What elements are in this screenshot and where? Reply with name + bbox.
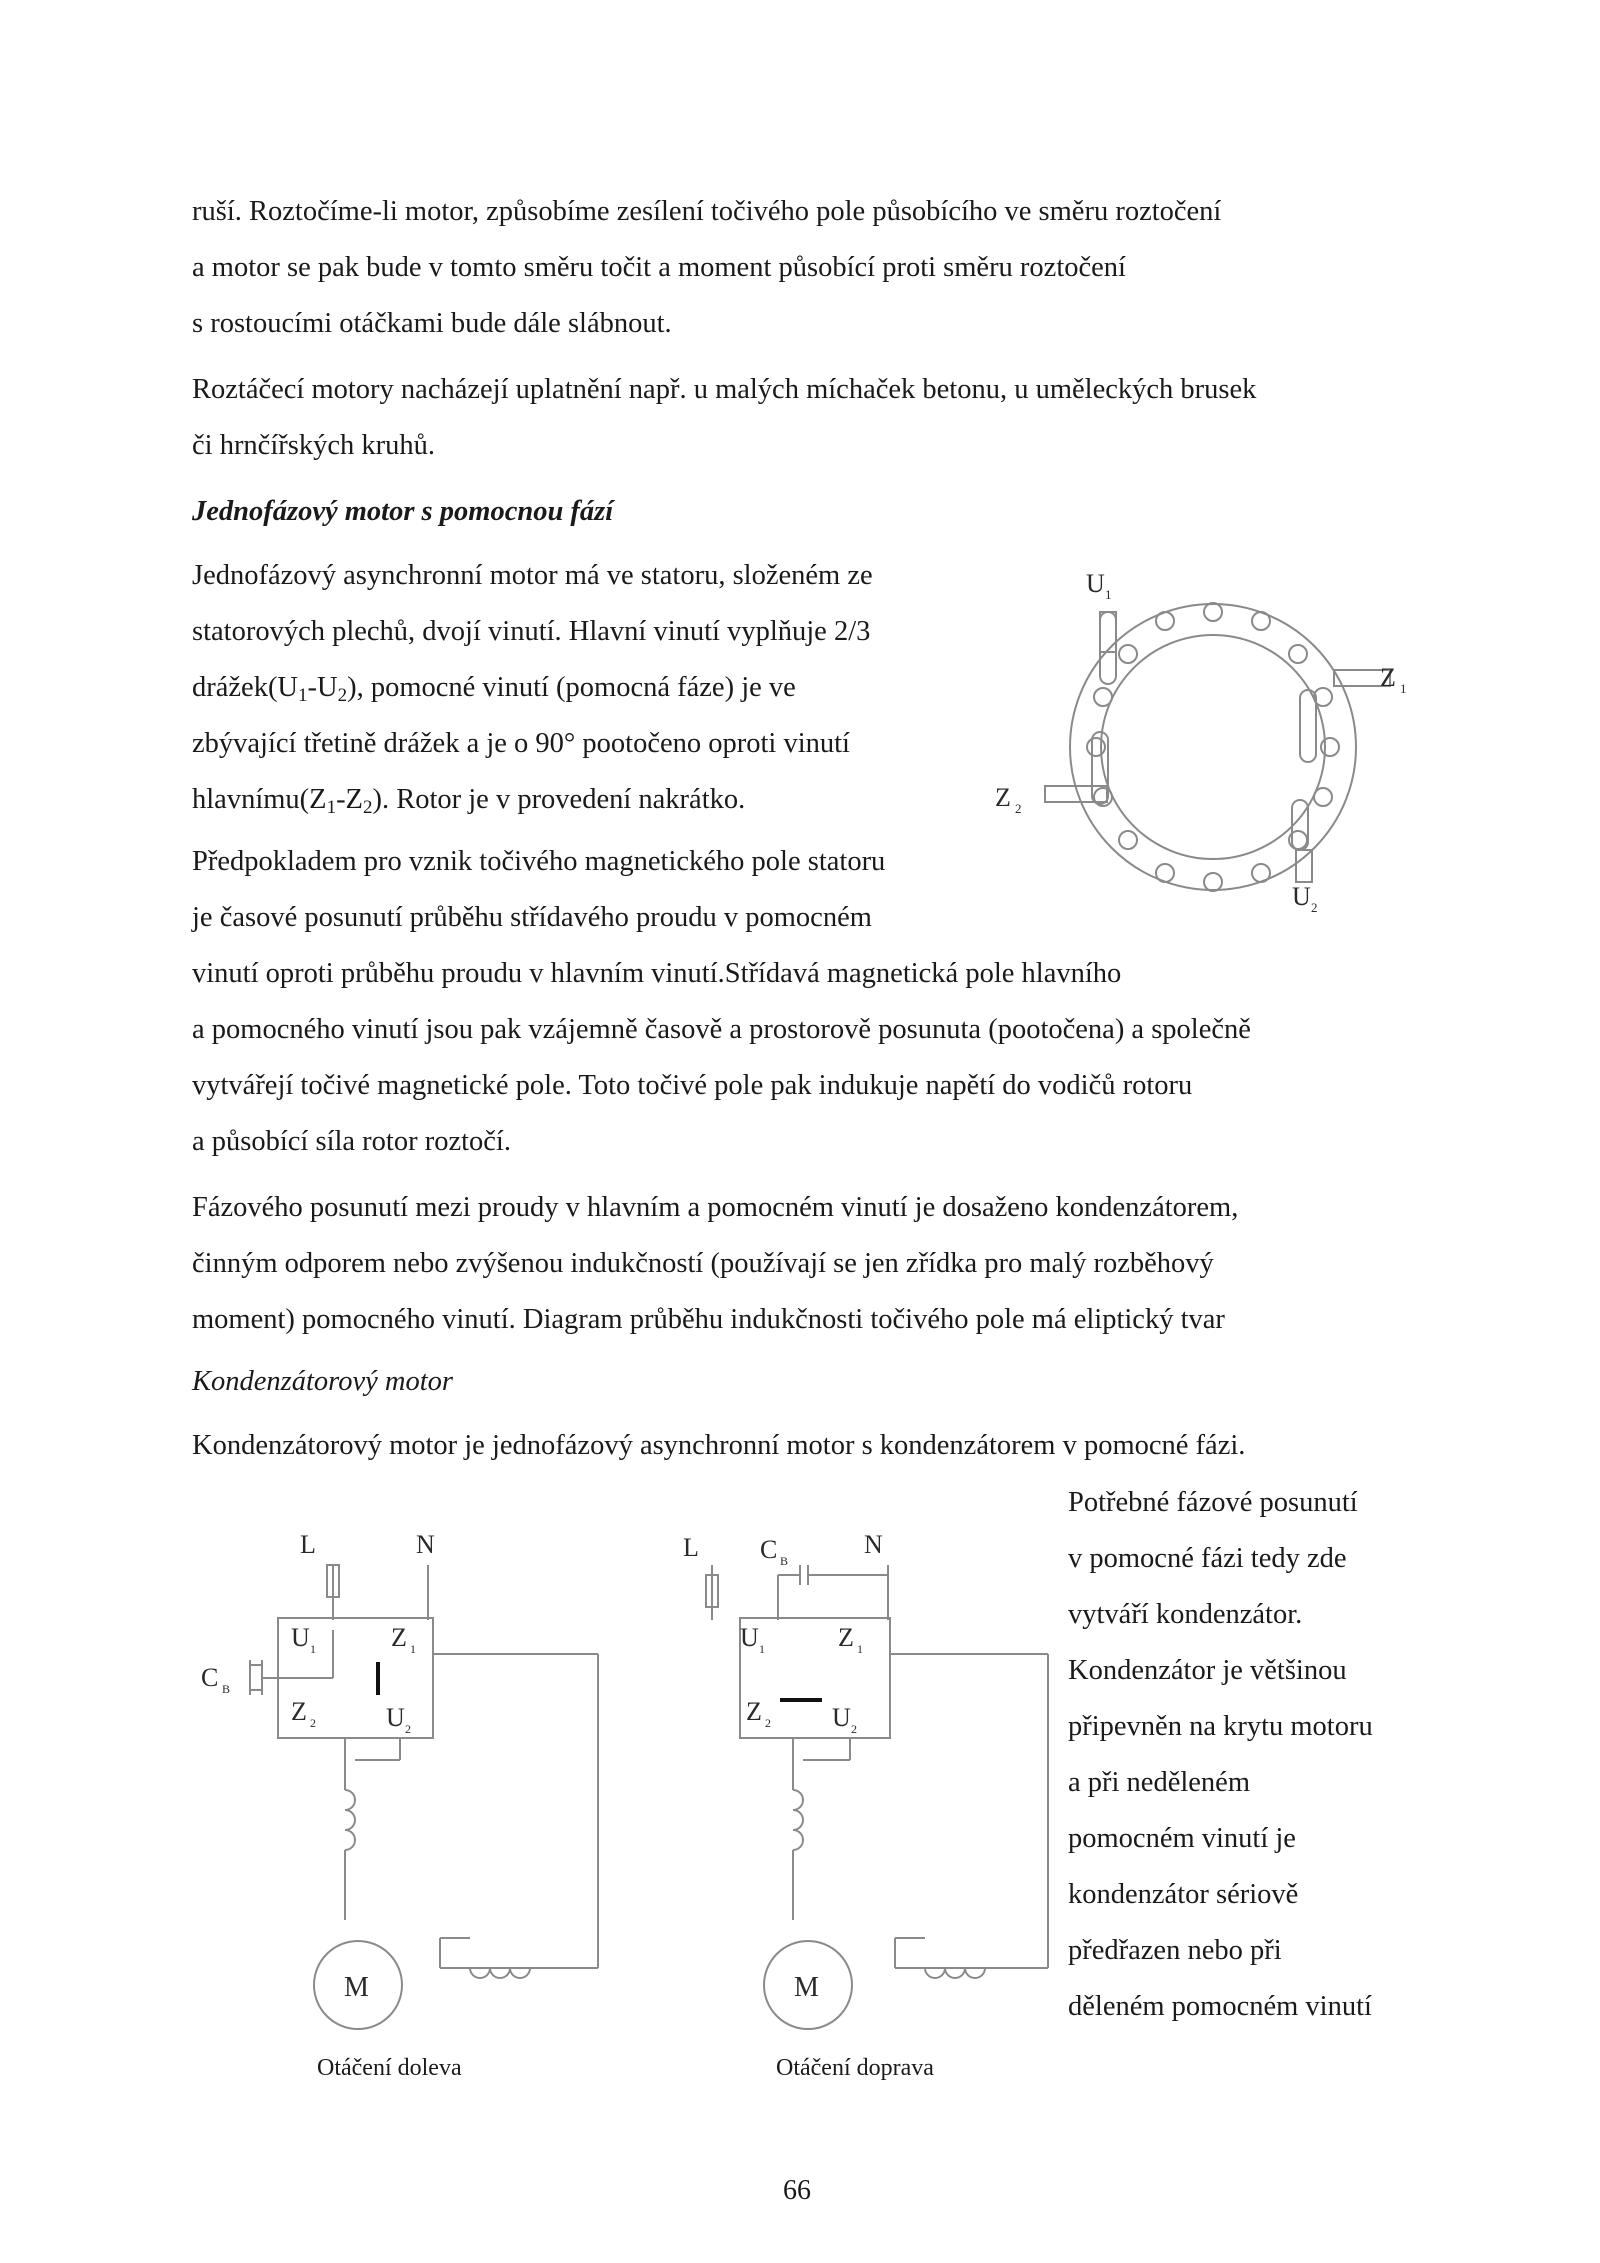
text-run: hlavnímu(Z [192,784,327,815]
label-u-sub: 2 [1311,900,1318,915]
text-run: drážek(U [192,672,299,703]
paragraph2-line2: či hrnčířských kruhů. [192,430,435,461]
side-text-line8: kondenzátor sériově [1068,1879,1299,1910]
label-c-sub: B [222,1682,231,1696]
paragraph5-line3: moment) pomocného vinutí. Diagram průběhu indukčnosti točivého pole má eliptický tvar [192,1304,1225,1335]
label-z: Z [391,1623,407,1652]
label-z-sub: 1 [857,1642,863,1656]
caption-rotation-left: Otáčení doleva [317,2055,462,2081]
label-c-sub: B [780,1554,789,1568]
label-z-sub: 2 [1015,801,1022,816]
label-motor: M [794,1972,819,2003]
label-z: Z [838,1623,854,1652]
label-u-sub: 2 [851,1722,857,1736]
side-text-line1: Potřebné fázové posunutí [1068,1487,1358,1518]
paragraph4-line1: Předpokladem pro vznik točivého magnetického pole statoru [192,846,886,877]
paragraph4-line2: je časové posunutí průběhu střídavého proudu v pomocném [192,902,872,933]
label-u: U [832,1703,851,1732]
label-l: L [683,1533,699,1562]
label-u: U [386,1703,405,1732]
heading-capacitor-motor: Kondenzátorový motor [192,1366,453,1397]
label-u: U [1086,569,1105,598]
paragraph5-line1: Fázového posunutí mezi proudy v hlavním a pomocném vinutí je dosaženo kondenzátorem, [192,1192,1239,1223]
paragraph3-line4: zbývající třetině drážek a je o 90° pootočeno oproti vinutí [192,728,850,759]
label-l: L [300,1530,316,1559]
label-u: U [291,1623,310,1652]
text-run: ), pomocné vinutí (pomocná fáze) je ve [347,672,796,703]
label-z: Z [995,783,1011,812]
label-z: Z [746,1697,762,1726]
label-c: C [201,1663,219,1692]
paragraph4-line5: vytvářejí točivé magnetické pole. Toto točivé pole pak indukuje napětí do vodičů rotoru [192,1070,1193,1101]
paragraph6: Kondenzátorový motor je jednofázový asynchronní motor s kondenzátorem v pomocné fázi. [192,1430,1246,1461]
subscript: 1 [298,685,308,706]
paragraph2-line1: Roztáčecí motory nacházejí uplatnění např. u malých míchaček betonu, u uměleckých brusek [192,374,1257,405]
label-z-sub: 2 [310,1716,316,1730]
caption-rotation-right: Otáčení doprava [776,2055,934,2081]
label-z-sub: 2 [765,1716,771,1730]
text-run: ). Rotor je v provedení nakrátko. [372,784,746,815]
heading-single-phase-motor: Jednofázový motor s pomocnou fází [192,496,614,527]
label-u: U [740,1623,759,1652]
side-text-line10: děleném pomocném vinutí [1068,1991,1372,2022]
label-n: N [864,1530,883,1559]
paragraph1-line1: ruší. Roztočíme-li motor, způsobíme zesílení točivého pole působícího ve směru roztočení [192,196,1222,227]
paragraph4-line6: a působící síla rotor roztočí. [192,1126,511,1157]
subscript: 2 [337,685,348,706]
page-number: 66 [783,2175,811,2206]
text-run: -Z [336,784,363,815]
text-run: -U [307,672,338,703]
label-z-sub: 1 [1400,681,1407,696]
label-u-sub: 1 [1105,587,1112,602]
subscript: 1 [326,797,337,818]
subscript: 2 [362,797,373,818]
label-motor: M [344,1972,369,2003]
paragraph5-line2: činným odporem nebo zvýšenou indukčností (používají se jen zřídka pro malý rozběhový [192,1248,1214,1279]
label-u-sub: 2 [405,1722,411,1736]
label-z: Z [1380,663,1396,692]
label-z-sub: 1 [410,1642,416,1656]
label-u-sub: 1 [759,1642,765,1656]
paragraph1-line2: a motor se pak bude v tomto směru točit a moment působící proti směru roztočení [192,252,1126,283]
side-text-line2: v pomocné fázi tedy zde [1068,1543,1347,1574]
side-text-line5: připevněn na krytu motoru [1068,1711,1373,1742]
side-text-line6: a při neděleném [1068,1767,1250,1798]
side-text-line4: Kondenzátor je většinou [1068,1655,1347,1686]
label-u: U [1292,882,1311,911]
paragraph4-line3: vinutí oproti průběhu proudu v hlavním vinutí.Střídavá magnetická pole hlavního [192,958,1122,989]
label-z: Z [291,1697,307,1726]
label-c: C [760,1535,778,1564]
side-text-line7: pomocném vinutí je [1068,1823,1296,1854]
label-n: N [416,1530,435,1559]
paragraph4-line4: a pomocného vinutí jsou pak vzájemně časově a prostorově posunuta (pootočena) a společně [192,1014,1251,1045]
side-text-line9: předřazen nebo při [1068,1935,1282,1966]
label-u-sub: 1 [310,1642,316,1656]
paragraph1-line3: s rostoucími otáčkami bude dále slábnout. [192,308,672,339]
paragraph3-line2: statorových plechů, dvojí vinutí. Hlavní vinutí vyplňuje 2/3 [192,616,871,647]
side-text-line3: vytváří kondenzátor. [1068,1599,1303,1630]
paragraph3-line1: Jednofázový asynchronní motor má ve statoru, složeném ze [192,560,873,591]
